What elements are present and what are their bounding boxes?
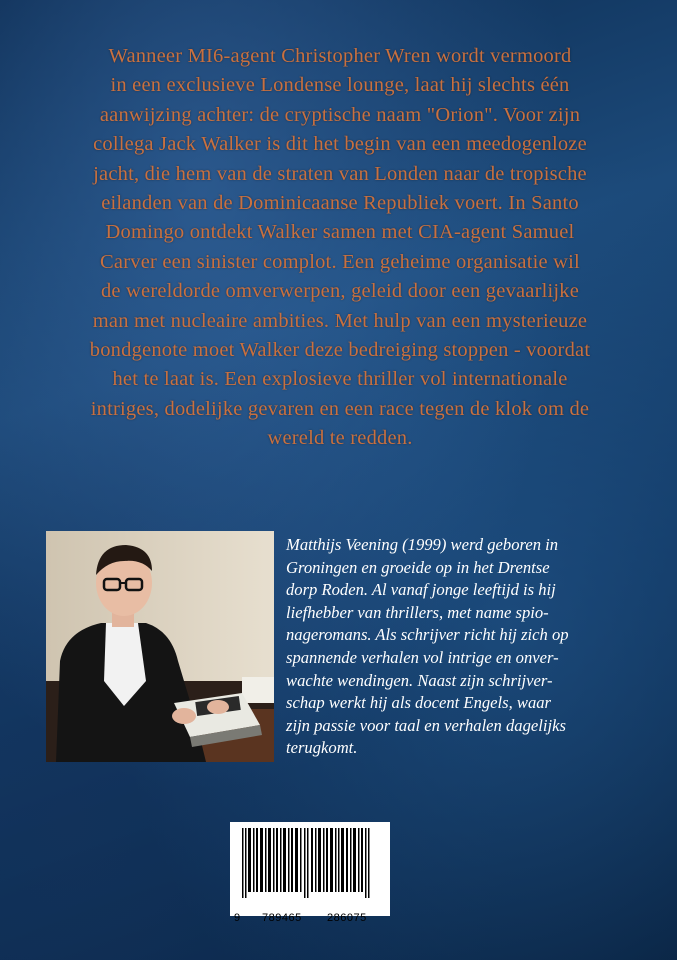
blurb-line: wereld te redden. [267, 427, 413, 450]
back-cover-blurb [40, 42, 640, 454]
bio-line: spannende verhalen vol intrige en onver- [286, 647, 559, 667]
blurb-line: Wanneer MI6-agent Christopher Wren wordt vermoord [108, 45, 572, 67]
isbn-first-digit: 9 [234, 912, 241, 924]
bio-line: wachte wendingen. Naast zijn schrijver- [286, 670, 553, 690]
bio-line: liefhebber van thrillers, met name spio- [286, 602, 549, 622]
blurb-line: aanwijzing achter: de cryptische naam "Orion". Voor zijn [99, 103, 581, 126]
publisher-logo-text: boek•scout [377, 835, 394, 913]
blurb-line: man met nucleaire ambities. Met hulp van een mysterieuze [92, 309, 588, 332]
publisher-logo [360, 834, 410, 914]
blurb-line: eilanden van de Dominicaanse Republiek voert. In Santo [101, 192, 579, 215]
bio-line: terugkomt. [286, 738, 358, 758]
blurb-line: Domingo ontdekt Walker samen met CIA-agent Samuel [105, 221, 575, 244]
blurb-line: Carver een sinister complot. Een geheime organisatie wil [100, 250, 580, 273]
bio-line: nageromans. Als schrijver richt hij zich op [286, 625, 569, 645]
author-bio [286, 534, 666, 760]
bio-line: Groningen en groeide op in het Drentse [286, 557, 550, 577]
blurb-line: intriges, dodelijke gevaren en een race tegen de klok om de [90, 397, 590, 420]
isbn-group-1: 789465 [262, 912, 302, 924]
blurb-line: de wereldorde omverwerpen, geleid door een gevaarlijke [100, 280, 580, 303]
bio-line: zijn passie voor taal en verhalen dagelijks [286, 715, 566, 735]
bio-line: Matthijs Veening (1999) werd geboren in [286, 535, 559, 554]
blurb-line: jacht, die hem van de straten van Londen naar de tropische [93, 162, 587, 185]
bio-line: dorp Roden. Al vanaf jonge leeftijd is hij [286, 580, 556, 600]
isbn-group-2: 286075 [327, 912, 367, 924]
bio-line: schap werkt hij als docent Engels, waar [286, 693, 552, 713]
blurb-line: het te laat is. Een explosieve thriller vol internationale [112, 368, 568, 391]
blurb-line: bondgenote moet Walker deze bedreiging stoppen - voordat [89, 339, 591, 362]
author-photo [46, 531, 274, 762]
blurb-line: in een exclusieve Londense lounge, laat hij slechts één [110, 74, 570, 97]
blurb-line: collega Jack Walker is dit het begin van een meedogenloze [93, 133, 587, 156]
